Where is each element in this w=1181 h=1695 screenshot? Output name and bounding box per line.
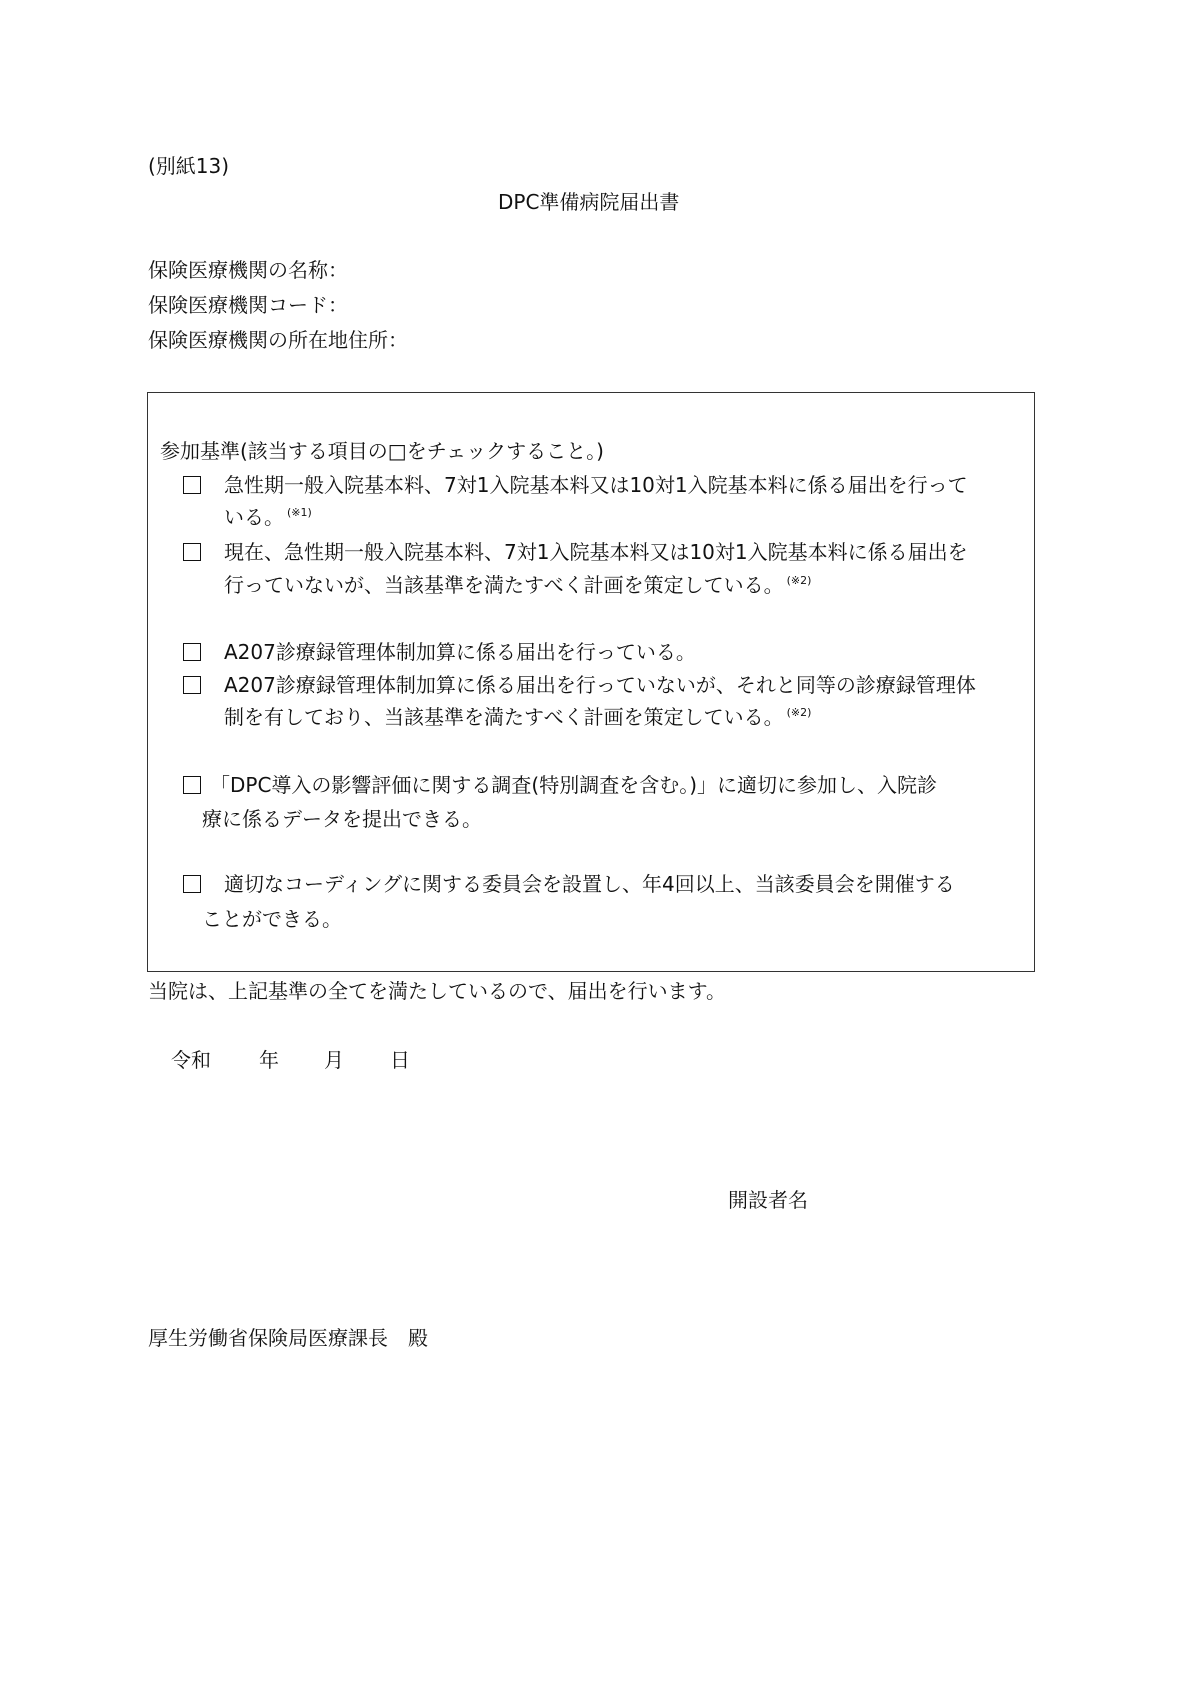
- date-era: 令和: [171, 1048, 211, 1072]
- criteria-item-1-line2: いる。: [224, 505, 284, 529]
- date-month: 月: [324, 1048, 344, 1072]
- criteria-item-2-line2: 行っていないが、当該基準を満たすべく計画を策定している。: [224, 573, 784, 597]
- criteria-item-6-line1: 適切なコーディングに関する委員会を設置し、年4回以上、当該委員会を開催する: [224, 872, 955, 896]
- checkbox-5[interactable]: [183, 776, 201, 794]
- criteria-item-4-line1: A207診療録管理体制加算に係る届出を行っていないが、それと同等の診療録管理体: [224, 673, 976, 697]
- document-title: DPC準備病院届出書: [498, 190, 680, 214]
- addressee: 厚生労働省保険局医療課長 殿: [148, 1326, 428, 1350]
- field-name: 保険医療機関の名称：: [148, 258, 348, 282]
- statement: 当院は、上記基準の全てを満たしているので、届出を行います。: [148, 979, 726, 1003]
- criteria-item-3-line1: A207診療録管理体制加算に係る届出を行っている。: [224, 640, 696, 664]
- criteria-item-6-line2: ことができる。: [202, 907, 342, 931]
- checkbox-2[interactable]: [183, 543, 201, 561]
- checkbox-6[interactable]: [183, 875, 201, 893]
- date-year: 年: [259, 1048, 279, 1072]
- note-ref: (※1): [287, 506, 312, 519]
- founder-label: 開設者名: [728, 1188, 808, 1212]
- field-code: 保険医療機関コード：: [148, 293, 348, 317]
- checkbox-4[interactable]: [183, 676, 201, 694]
- note-ref: (※2): [786, 574, 812, 587]
- date-day: 日: [390, 1048, 410, 1072]
- checkbox-1[interactable]: [183, 476, 201, 494]
- criteria-item-2-line1: 現在、急性期一般入院基本料、7対1入院基本料又は10対1入院基本料に係る届出を: [224, 540, 968, 564]
- criteria-item-4-line2: 制を有しており、当該基準を満たすべく計画を策定している。: [224, 705, 784, 729]
- criteria-heading: 参加基準(該当する項目の□をチェックすること。): [160, 439, 604, 463]
- annex-label: (別紙13): [148, 154, 230, 178]
- checkbox-3[interactable]: [183, 643, 201, 661]
- note-ref: (※2): [786, 706, 812, 719]
- field-address: 保険医療機関の所在地住所：: [148, 328, 408, 352]
- criteria-item-1-line1: 急性期一般入院基本料、7対1入院基本料又は10対1入院基本料に係る届出を行って: [224, 473, 968, 497]
- criteria-item-5-line1: 「DPC導入の影響評価に関する調査(特別調査を含む。)」に適切に参加し、入院診: [210, 773, 938, 797]
- criteria-item-5-line2: 療に係るデータを提出できる。: [202, 807, 482, 831]
